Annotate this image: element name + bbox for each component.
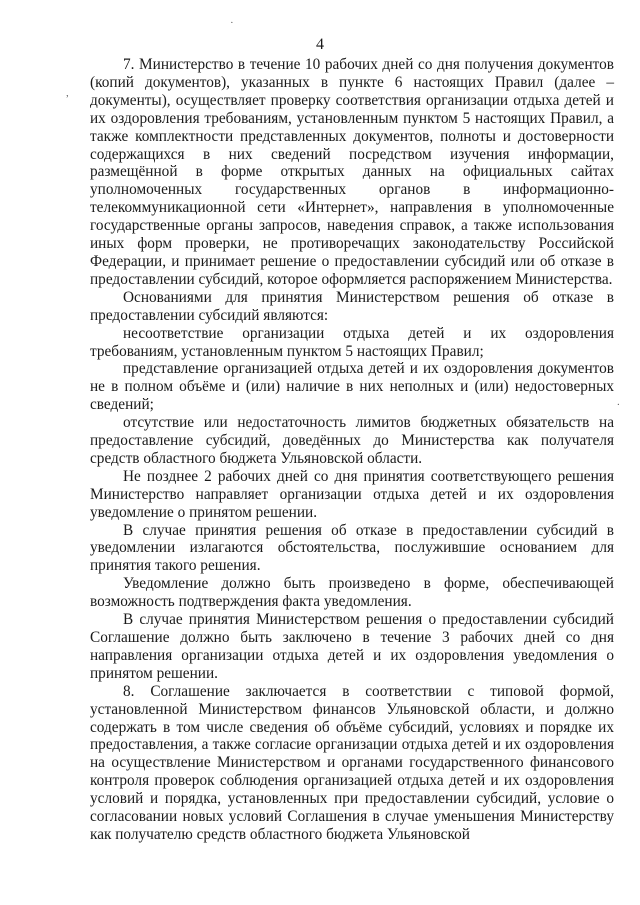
paragraph-refusal-notification: В случае принятия решения об отказе в предоставлении субсидий в уведомлении излагаются обстоятельства, послужившие основанием для принятия такого решения. (90, 521, 614, 575)
paragraph-refusal-grounds: Основаниями для принятия Министерством решения об отказе в предоставлении субсидий являются: (90, 288, 614, 324)
paragraph-item-7: 7. Министерство в течение 10 рабочих дней со дня получения документов (копий документов), указанных в пункте 6 настоящих Правил (далее – документы), осуществляет проверку соответствия организации отдыха детей и их оздоровления требованиям, установленным пунктом 5 настоящих Правил, а также комплектности представленных документов, полноты и достоверности содержащихся в них сведений посредством изучения информации, размещённой в форме открытых данных на официальных сайтах уполномоченных государственных органов в информационно-телекоммуникационной сети «Интернет», направления в уполномоченные государственные органы запросов, наведения справок, а также использования иных форм проверки, не противоречащих законодательству Российской Федерации, и принимает решение о предоставлении субсидий или об отказе в предоставлении субсидий, которое оформляется распоряжением Министерства. (90, 56, 614, 288)
paragraph-ground-nonconformity: несоответствие организации отдыха детей и их оздоровления требованиям, установленным пунктом 5 настоящих Правил; (90, 324, 614, 360)
paragraph-agreement-conclusion: В случае принятия Министерством решения о предоставлении субсидий Соглашение должно быть заключено в течение 3 рабочих дней со дня направления организации отдыха детей и их оздоровления уведомления о принятом решении. (90, 611, 614, 682)
scan-dot: · (230, 17, 234, 29)
document-body (90, 56, 614, 844)
scan-mark: . (617, 396, 620, 408)
paragraph-notification-deadline: Не позднее 2 рабочих дней со дня принятия соответствующего решения Министерство направляет организации отдыха детей и их оздоровления уведомление о принятом решении. (90, 467, 614, 521)
scan-mark: , (66, 87, 69, 99)
paragraph-ground-incomplete-documents: представление организацией отдыха детей и их оздоровления документов не в полном объёме и (или) наличие в них неполных и (или) недостоверных сведений; (90, 360, 614, 414)
paragraph-item-8: 8. Соглашение заключается в соответствии с типовой формой, установленной Министерством финансов Ульяновской области, и должно содержать в том числе сведения об объёме субсидий, условиях и порядке их предоставления, а также согласие организации отдыха детей и их оздоровления на осуществление Министерством и органами государственного финансового контроля проверок соблюдения организацией отдыха детей и их оздоровления условий и порядка, установленных при предоставлении субсидий, условие о согласовании новых условий Соглашения в случае уменьшения Министерству как получателю средств областного бюджета Ульяновской (90, 682, 614, 843)
page-number: 4 (316, 36, 324, 53)
paragraph-ground-insufficient-limits: отсутствие или недостаточность лимитов бюджетных обязательств на предоставление субсидий, доведённых до Министерства как получателя средств областного бюджета Ульяновской области. (90, 414, 614, 467)
paragraph-notification-form: Уведомление должно быть произведено в форме, обеспечивающей возможность подтверждения факта уведомления. (90, 575, 614, 611)
